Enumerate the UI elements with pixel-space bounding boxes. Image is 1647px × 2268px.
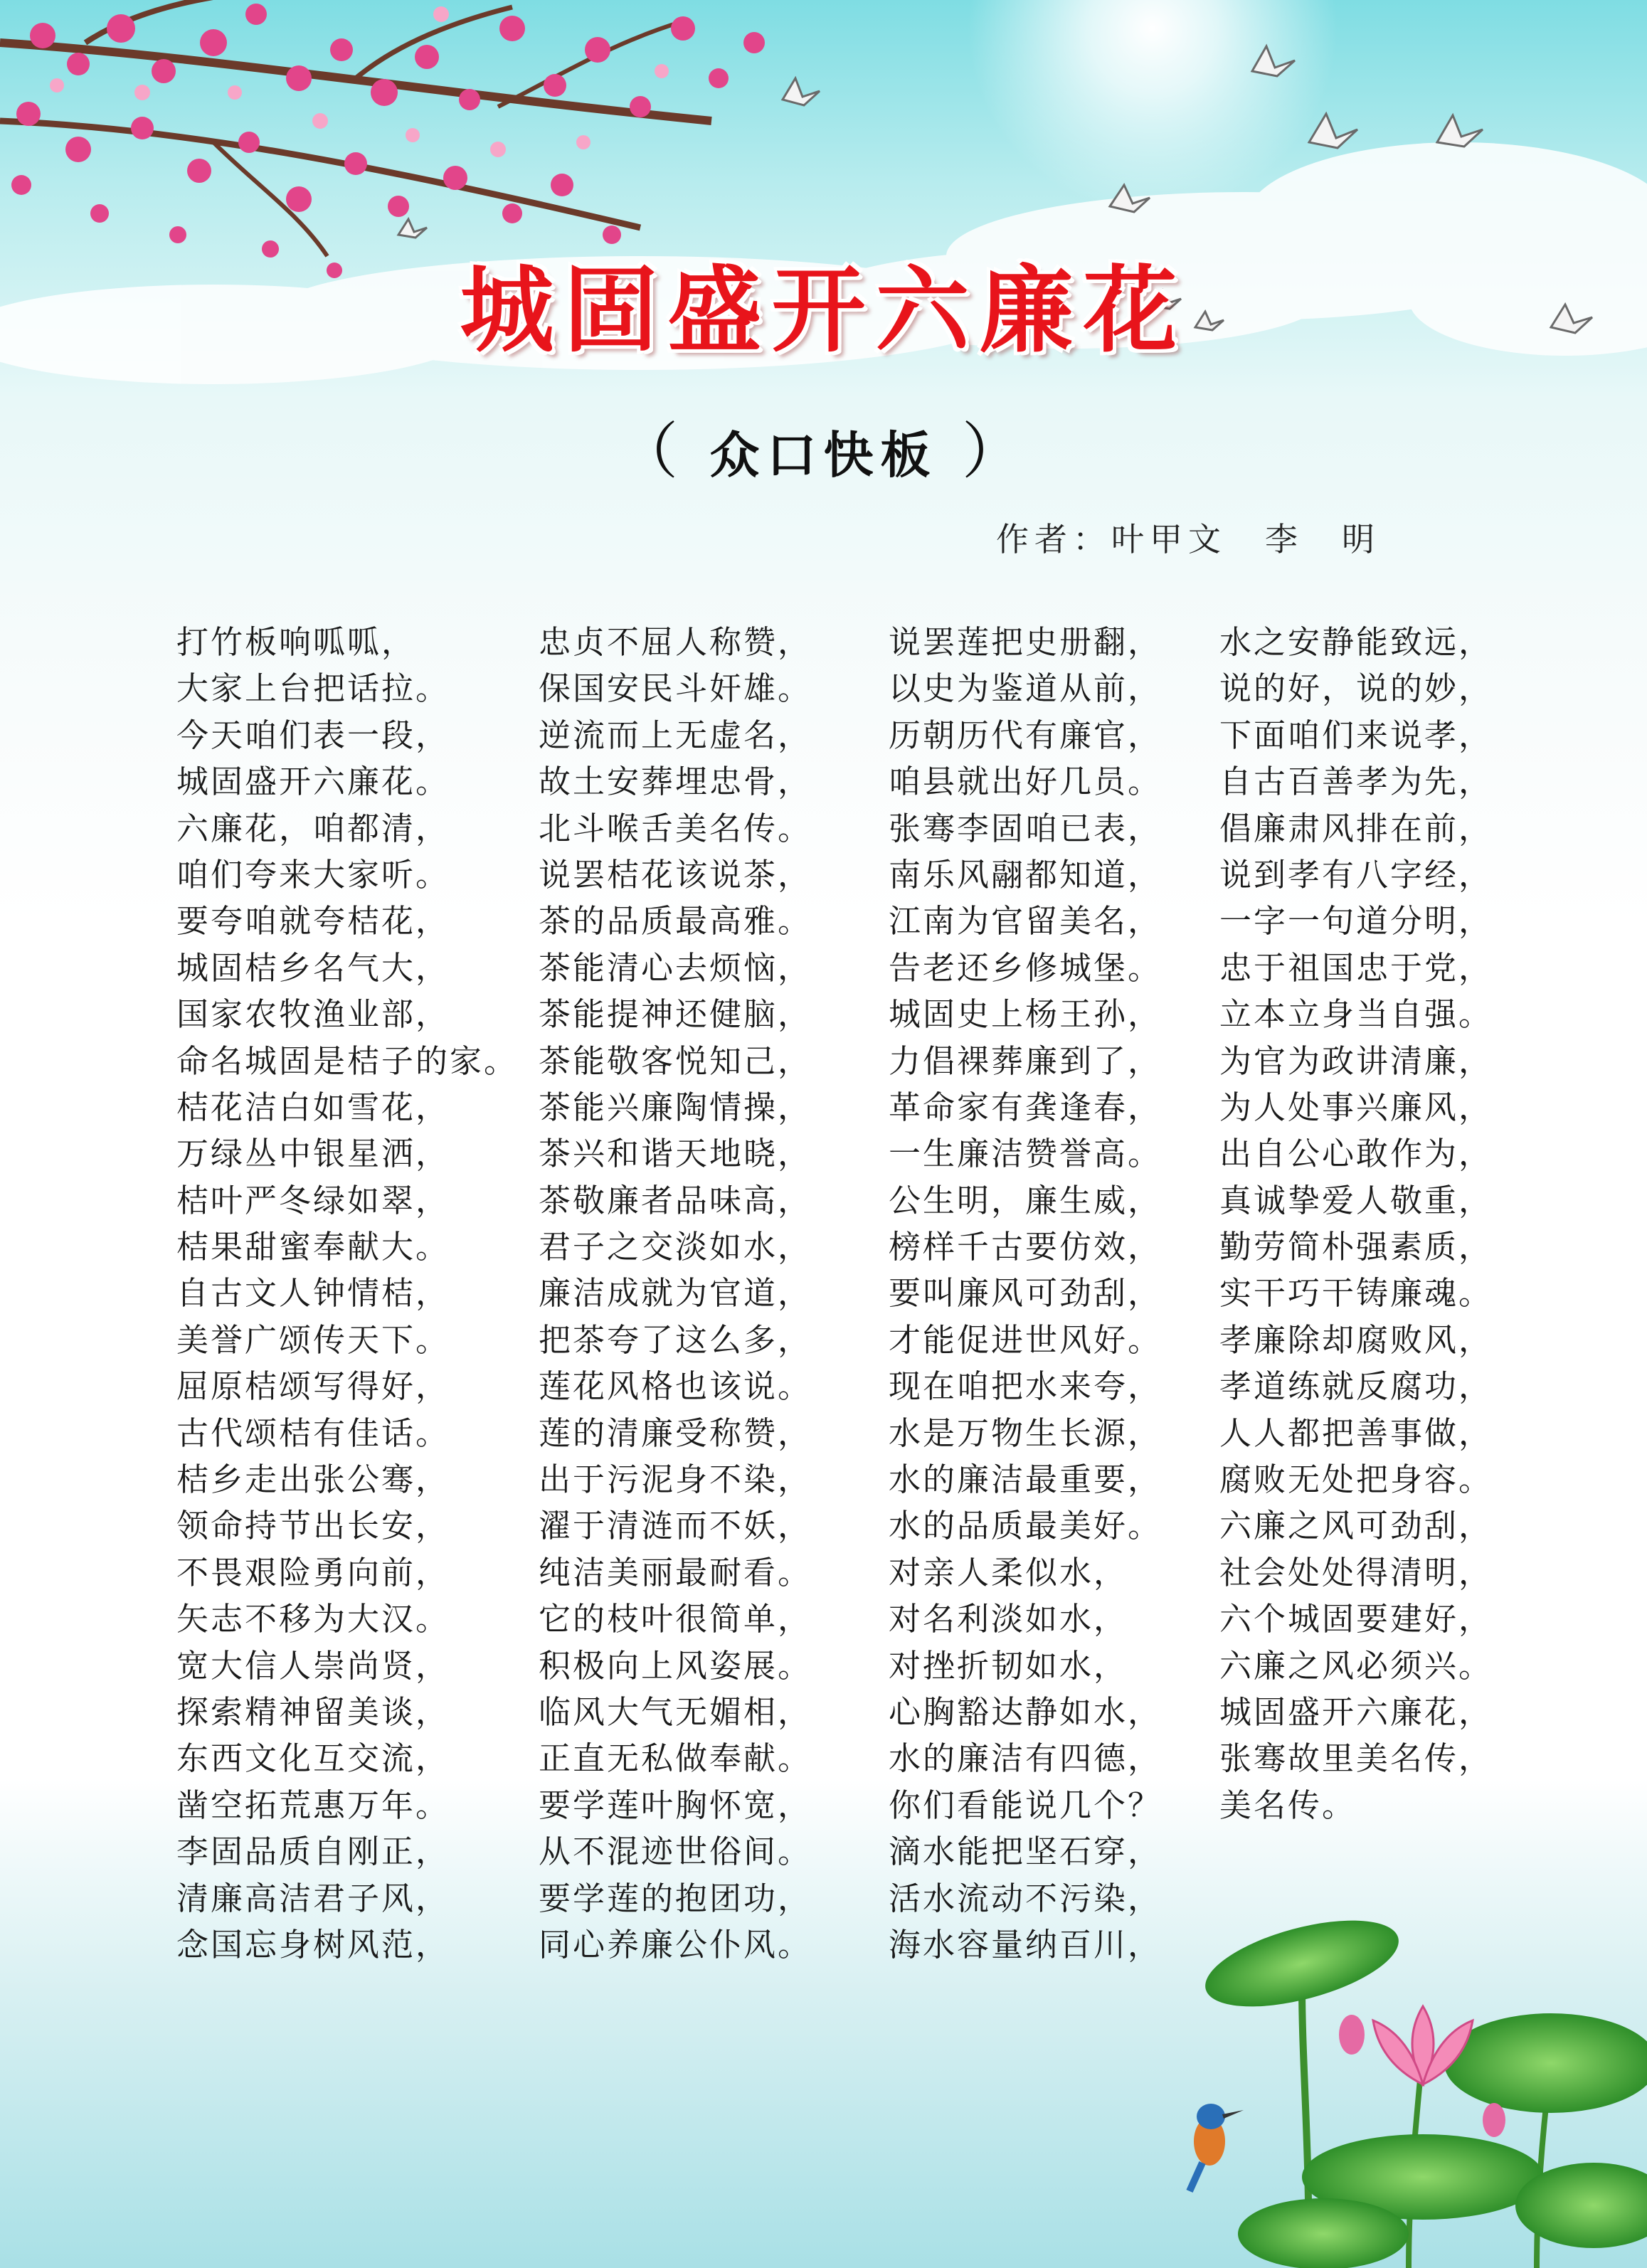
- poem-line: 孝廉除却腐败风，: [1219, 1320, 1493, 1359]
- subtitle-close-paren: ）: [961, 416, 1030, 487]
- poem-line: 要学莲的抱团功，: [539, 1879, 812, 1917]
- poem-line: 一生廉洁赞誉高。: [889, 1135, 1163, 1173]
- poem-line: 桔果甜蜜奉献大。: [176, 1228, 450, 1266]
- poem-line: 要夸咱就夸桔花，: [176, 902, 450, 940]
- poem-line: 孝道练就反腐功，: [1219, 1367, 1493, 1406]
- poem-line: 它的枝叶很简单，: [539, 1600, 812, 1638]
- poem-line: 桔乡走出张公骞，: [176, 1461, 450, 1499]
- poem-line: 国家农牧渔业部，: [176, 995, 450, 1034]
- poem-line: 咱县就出好几员。: [889, 763, 1163, 801]
- author-line: 作者：叶甲文 李 明: [996, 520, 1380, 558]
- poem-line: 自古百善孝为先，: [1219, 763, 1493, 801]
- poem-line: 勤劳简朴强素质，: [1219, 1228, 1493, 1266]
- poem-line: 革命家有龚逢春，: [889, 1088, 1163, 1126]
- poem-line: 保国安民斗奸雄。: [539, 669, 812, 708]
- poem-line: 桔花洁白如雪花，: [176, 1088, 450, 1126]
- poem-line: 自古文人钟情桔，: [176, 1274, 450, 1313]
- poem-line: 把茶夸了这么多，: [539, 1320, 812, 1359]
- poem-line: 李固品质自刚正，: [176, 1833, 450, 1871]
- poem-line: 逆流而上无虚名，: [539, 716, 812, 754]
- poem-line: 才能促进世风好。: [889, 1320, 1163, 1359]
- poem-line: 城固桔乡名气大，: [176, 948, 450, 987]
- subtitle-open-paren: （: [617, 416, 686, 487]
- poem-line: 临风大气无媚相，: [539, 1692, 812, 1731]
- poem-line: 城固史上杨王孙，: [889, 995, 1163, 1034]
- poem-line: 忠贞不屈人称赞，: [539, 623, 812, 661]
- poem-line: 立本立身当自强。: [1219, 995, 1493, 1034]
- poem-line: 美名传。: [1219, 1786, 1357, 1824]
- poem-line: 探索精神留美谈，: [176, 1692, 450, 1731]
- poem-column-2: [539, 619, 812, 1968]
- poem-line: 茶兴和谐天地晓，: [539, 1135, 812, 1173]
- poem-line: 为人处事兴廉风，: [1219, 1088, 1493, 1126]
- poem-line: 宽大信人崇尚贤，: [176, 1646, 450, 1685]
- page-title: 城固盛开六廉花: [460, 256, 1187, 366]
- poem-line: 一字一句道分明，: [1219, 902, 1493, 940]
- poem-line: 对挫折韧如水，: [889, 1646, 1128, 1685]
- poem-line: 实干巧干铸廉魂。: [1219, 1274, 1493, 1313]
- poem-line: 榜样千古要仿效，: [889, 1228, 1163, 1266]
- lotus-pond-illustration: [1190, 1903, 1647, 2268]
- poem-line: 屈原桔颂写得好，: [176, 1367, 450, 1406]
- poem-line: 告老还乡修城堡。: [889, 948, 1163, 987]
- poem-line: 六个城固要建好，: [1219, 1600, 1493, 1638]
- poem-line: 说罢桔花该说茶，: [539, 855, 812, 894]
- poem-line: 六廉之风可劲刮，: [1219, 1507, 1493, 1545]
- poem-line: 打竹板响呱呱，: [176, 623, 416, 661]
- poem-line: 倡廉肃风排在前，: [1219, 809, 1493, 847]
- poem-line: 古代颂桔有佳话。: [176, 1414, 450, 1452]
- poem-line: 念国忘身树风范，: [176, 1925, 450, 1964]
- poem-line: 社会处处得清明，: [1219, 1553, 1493, 1591]
- poem-line: 说到孝有八字经，: [1219, 855, 1493, 894]
- poem-line: 濯于清涟而不妖，: [539, 1507, 812, 1545]
- poem-line: 力倡裸葬廉到了，: [889, 1042, 1163, 1080]
- poem-line: 城固盛开六廉花，: [1219, 1692, 1493, 1731]
- poem-column-1: [176, 619, 518, 1968]
- poem-line: 领命持节出长安，: [176, 1507, 450, 1545]
- poem-line: 说罢莲把史册翻，: [889, 623, 1163, 661]
- poem-line: 要学莲叶胸怀宽，: [539, 1786, 812, 1824]
- poem-line: 要叫廉风可劲刮，: [889, 1274, 1163, 1313]
- poem-line: 说的好，说的妙，: [1219, 669, 1493, 708]
- poem-line: 茶的品质最高雅。: [539, 902, 812, 940]
- poem-line: 今天咱们表一段，: [176, 716, 450, 754]
- poem-line: 活水流动不污染，: [889, 1879, 1163, 1917]
- poem-line: 下面咱们来说孝，: [1219, 716, 1493, 754]
- kingfisher-bird: [1190, 2104, 1244, 2191]
- poem-line: 廉洁成就为官道，: [539, 1274, 812, 1313]
- poem-line: 真诚挚爱人敬重，: [1219, 1181, 1493, 1219]
- poem-line: 矢志不移为大汉。: [176, 1600, 450, 1638]
- poem-line: 历朝历代有廉官，: [889, 716, 1163, 754]
- poem-column-3: [889, 619, 1162, 1968]
- poem-line: 张骞李固咱已表，: [889, 809, 1163, 847]
- poem-line: 海水容量纳百川，: [889, 1925, 1163, 1964]
- poem-line: 公生明，廉生威，: [889, 1181, 1163, 1219]
- poem-line: 出自公心敢作为，: [1219, 1135, 1493, 1173]
- poem-line: 城固盛开六廉花。: [176, 763, 450, 801]
- poem-line: 北斗喉舌美名传。: [539, 809, 812, 847]
- poem-line: 茶能兴廉陶情操，: [539, 1088, 812, 1126]
- poem-line: 命名城固是桔子的家。: [176, 1042, 519, 1080]
- poem-line: 为官为政讲清廉，: [1219, 1042, 1493, 1080]
- poem-line: 凿空拓荒惠万年。: [176, 1786, 450, 1824]
- poem-line: 从不混迹世俗间。: [539, 1833, 812, 1871]
- poem-line: 六廉花，咱都清，: [176, 809, 450, 847]
- poem-line: 出于污泥身不染，: [539, 1461, 812, 1499]
- poem-line: 积极向上风姿展。: [539, 1646, 812, 1685]
- poem-line: 南乐风翮都知道，: [889, 855, 1163, 894]
- poem-line: 美誉广颂传天下。: [176, 1320, 450, 1359]
- poem-line: 莲的清廉受称赞，: [539, 1414, 812, 1452]
- poem-line: 清廉高洁君子风，: [176, 1879, 450, 1917]
- poem-line: 对亲人柔似水，: [889, 1553, 1128, 1591]
- poem-column-4: [1219, 619, 1493, 1828]
- poem-line: 水之安静能致远，: [1219, 623, 1493, 661]
- poem-line: 水的廉洁最重要，: [889, 1461, 1163, 1499]
- poem-line: 咱们夸来大家听。: [176, 855, 450, 894]
- poem-line: 腐败无处把身容。: [1219, 1461, 1493, 1499]
- poem-line: 故土安葬埋忠骨，: [539, 763, 812, 801]
- poem-line: 水的品质最美好。: [889, 1507, 1163, 1545]
- poem-line: 以史为鉴道从前，: [889, 669, 1163, 708]
- poem-line: 同心养廉公仆风。: [539, 1925, 812, 1964]
- subtitle-text: 众口快板: [709, 426, 938, 484]
- poem-line: 张骞故里美名传，: [1219, 1739, 1493, 1778]
- poem-line: 茶敬廉者品味高，: [539, 1181, 812, 1219]
- poem-line: 对名利淡如水，: [889, 1600, 1128, 1638]
- poem-line: 不畏艰险勇向前，: [176, 1553, 450, 1591]
- poem-line: 水是万物生长源，: [889, 1414, 1163, 1452]
- poem-line: 心胸豁达静如水，: [889, 1692, 1163, 1731]
- poem-line: 你们看能说几个？: [889, 1786, 1163, 1824]
- poem-line: 大家上台把话拉。: [176, 669, 450, 708]
- poem-line: 人人都把善事做，: [1219, 1414, 1493, 1452]
- poem-line: 滴水能把坚石穿，: [889, 1833, 1163, 1871]
- poem-line: 茶能敬客悦知己，: [539, 1042, 812, 1080]
- poem-line: 江南为官留美名，: [889, 902, 1163, 940]
- poem-line: 茶能清心去烦恼，: [539, 948, 812, 987]
- poem-line: 水的廉洁有四德，: [889, 1739, 1163, 1778]
- poem-line: 东西文化互交流，: [176, 1739, 450, 1778]
- poem-line: 莲花风格也该说。: [539, 1367, 812, 1406]
- poem-line: 六廉之风必须兴。: [1219, 1646, 1493, 1685]
- poem-line: 正直无私做奉献。: [539, 1739, 812, 1778]
- poem-line: 纯洁美丽最耐看。: [539, 1553, 812, 1591]
- poem-line: 现在咱把水来夸，: [889, 1367, 1163, 1406]
- subtitle: [0, 402, 1647, 490]
- poem-line: 万绿丛中银星洒，: [176, 1135, 450, 1173]
- poem-line: 桔叶严冬绿如翠，: [176, 1181, 450, 1219]
- poem-line: 茶能提神还健脑，: [539, 995, 812, 1034]
- poem-line: 忠于祖国忠于党，: [1219, 948, 1493, 987]
- poem-line: 君子之交淡如水，: [539, 1228, 812, 1266]
